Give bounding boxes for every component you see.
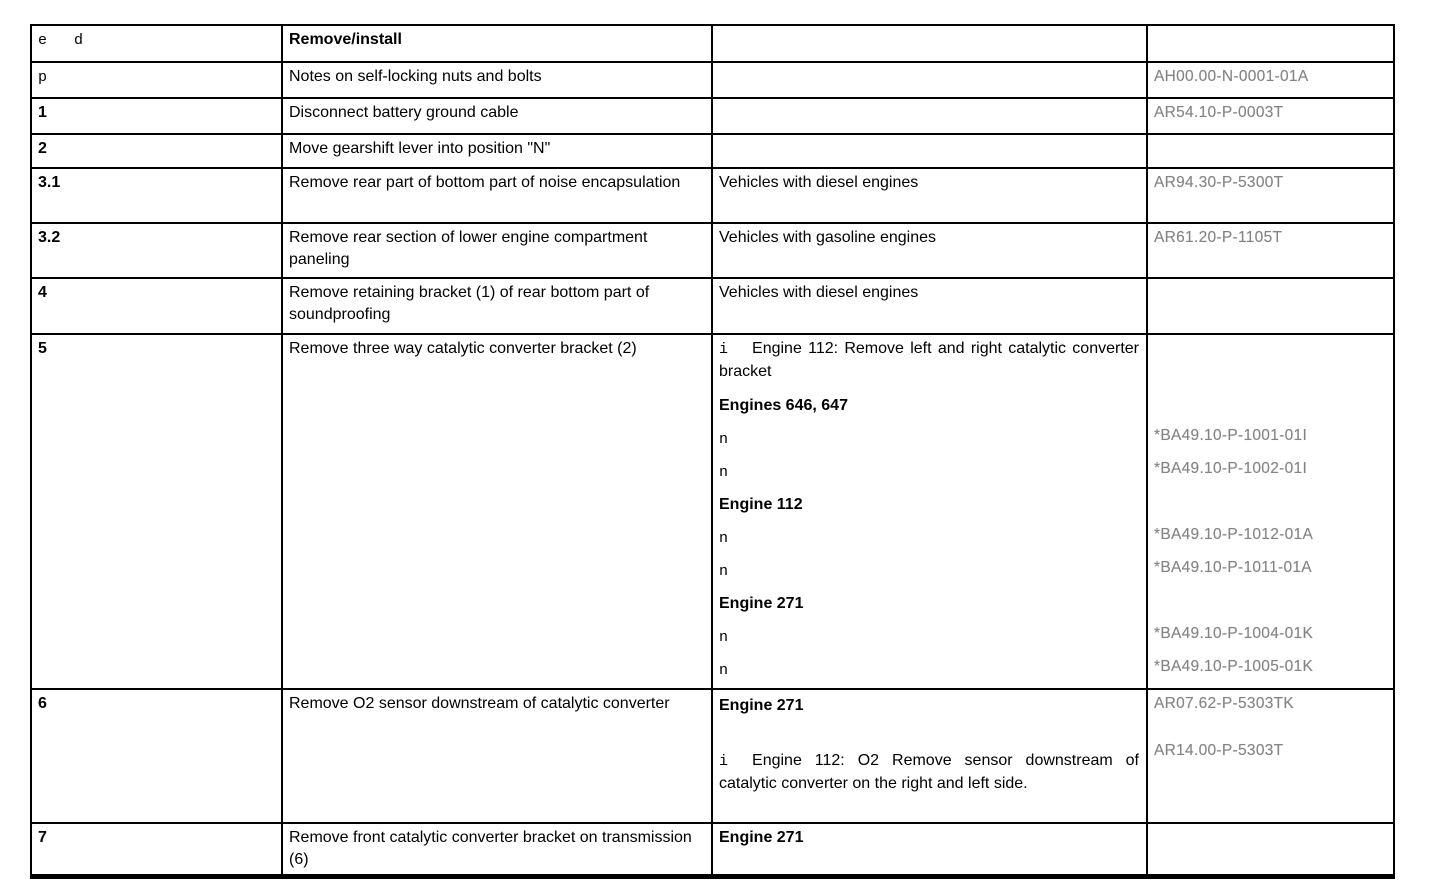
engine-group-heading: Engine 271 [719, 595, 804, 612]
step-number: 2 [38, 140, 47, 157]
condition-cell [712, 62, 1147, 98]
document-reference-link[interactable]: AR54.10-P-0003T [1154, 104, 1284, 121]
step-number: 7 [38, 829, 47, 846]
column-title-cell [282, 25, 712, 62]
document-reference-link[interactable]: *BA49.10-P-1012-01A [1154, 526, 1314, 543]
step-description: Disconnect battery ground cable [289, 104, 519, 121]
description-cell [282, 334, 712, 689]
condition-cell [712, 278, 1147, 334]
description-cell [282, 134, 712, 168]
step-number: 5 [38, 340, 47, 357]
table-row-step5 [31, 334, 1394, 689]
spacer [1154, 338, 1386, 388]
applicability-note: Vehicles with gasoline engines [719, 229, 937, 246]
reference-cell [1147, 278, 1394, 334]
table-row-step6 [31, 689, 1394, 823]
step-number: 3.1 [38, 174, 61, 191]
bullet-icon: n [719, 563, 729, 580]
description-cell [282, 278, 712, 334]
applicability-note: Vehicles with diesel engines [719, 174, 919, 191]
reference-cell [1147, 823, 1394, 877]
table-row [31, 62, 1394, 98]
info-text: Engine 112: O2 Remove sensor downstream of catalytic converter on the right and left side. [719, 752, 1139, 792]
step-description: Remove rear part of bottom part of noise encapsulation [289, 174, 681, 191]
document-reference-link[interactable]: *BA49.10-P-1002-01I [1154, 460, 1308, 477]
document-reference-link[interactable]: AR14.00-P-5303T [1154, 742, 1284, 759]
step-number-cell [31, 25, 282, 62]
document-reference-link[interactable]: AR94.30-P-5300T [1154, 174, 1284, 191]
spacer [1154, 586, 1386, 619]
step-description: Remove rear section of lower engine compartment paneling [289, 229, 648, 268]
document-reference-link[interactable]: *BA49.10-P-1011-01A [1154, 559, 1312, 576]
spacer [1154, 487, 1386, 520]
condition-cell [712, 689, 1147, 823]
reference-cell [1147, 689, 1394, 823]
bullet-item [719, 455, 1139, 488]
applicability-note: Vehicles with diesel engines [719, 284, 919, 301]
spacer [1154, 388, 1386, 421]
table-row [31, 168, 1394, 223]
bullet-item [719, 554, 1139, 587]
condition-cell [712, 334, 1147, 689]
step-number-cell [31, 98, 282, 134]
step-description: Remove O2 sensor downstream of catalytic converter [289, 695, 670, 712]
condition-cell [712, 98, 1147, 134]
document-reference-link[interactable]: *BA49.10-P-1005-01K [1154, 658, 1314, 675]
step-number: p [38, 69, 48, 86]
engine-group-heading: Engine 271 [719, 829, 804, 846]
step-description: Notes on self-locking nuts and bolts [289, 68, 542, 85]
step-number-cell [31, 62, 282, 98]
engine-group-heading: Engine 112 [719, 496, 803, 513]
description-cell [282, 98, 712, 134]
step-description: Remove retaining bracket (1) of rear bottom part of soundproofing [289, 284, 650, 323]
step-number: 6 [38, 695, 47, 712]
info-icon: i [719, 753, 729, 770]
procedure-table [30, 24, 1395, 879]
condition-cell [712, 823, 1147, 877]
step-number-cell [31, 334, 282, 689]
step-number: 1 [38, 104, 47, 121]
description-cell [282, 689, 712, 823]
document-reference-link[interactable]: *BA49.10-P-1004-01K [1154, 625, 1314, 642]
condition-cell [712, 223, 1147, 278]
document-reference-link[interactable]: AR61.20-P-1105T [1154, 229, 1283, 246]
table-row [31, 134, 1394, 168]
remove-install-title: Remove/install [289, 31, 402, 48]
table-row [31, 278, 1394, 334]
bullet-item [719, 422, 1139, 455]
condition-cell [712, 25, 1147, 62]
document-reference-link[interactable]: AH00.00-N-0001-01A [1154, 68, 1309, 85]
reference-cell [1147, 134, 1394, 168]
bullet-icon: n [719, 464, 729, 481]
engine-group-heading: Engine 271 [719, 697, 804, 714]
info-note [719, 750, 1139, 795]
step-number: 4 [38, 284, 47, 301]
step-description: Remove front catalytic converter bracket on transmission (6) [289, 829, 692, 868]
reference-cell [1147, 334, 1394, 689]
info-note [719, 338, 1139, 383]
step-description: Remove three way catalytic converter bracket (2) [289, 340, 637, 357]
step-description: Move gearshift lever into position "N" [289, 140, 551, 157]
document-reference-link[interactable]: AR07.62-P-5303TK [1154, 695, 1295, 712]
reference-cell [1147, 62, 1394, 98]
bullet-icon: n [719, 530, 729, 547]
description-cell [282, 223, 712, 278]
description-cell [282, 823, 712, 877]
bullet-item [719, 620, 1139, 653]
table-row-step7 [31, 823, 1394, 877]
bullet-icon: n [719, 662, 729, 679]
engine-group-heading: Engines 646, 647 [719, 397, 848, 414]
step-number: e d [38, 32, 84, 49]
step-number-cell [31, 689, 282, 823]
step-number-cell [31, 823, 282, 877]
info-text: Engine 112: Remove left and right catalytic converter bracket [719, 340, 1139, 380]
reference-cell [1147, 223, 1394, 278]
step-number-cell [31, 223, 282, 278]
info-icon: i [719, 341, 729, 358]
table-row-header [31, 25, 1394, 62]
step-number-cell [31, 134, 282, 168]
step-number: 3.2 [38, 229, 61, 246]
bullet-icon: n [719, 629, 729, 646]
document-reference-link[interactable]: *BA49.10-P-1001-01I [1154, 427, 1308, 444]
bullet-item [719, 521, 1139, 554]
description-cell [282, 62, 712, 98]
reference-cell [1147, 168, 1394, 223]
table-row [31, 223, 1394, 278]
reference-cell [1147, 98, 1394, 134]
step-number-cell [31, 168, 282, 223]
table-row [31, 98, 1394, 134]
condition-cell [712, 134, 1147, 168]
condition-cell [712, 168, 1147, 223]
bullet-icon: n [719, 431, 729, 448]
bullet-item [719, 653, 1139, 686]
description-cell [282, 168, 712, 223]
step-number-cell [31, 278, 282, 334]
reference-cell [1147, 25, 1394, 62]
